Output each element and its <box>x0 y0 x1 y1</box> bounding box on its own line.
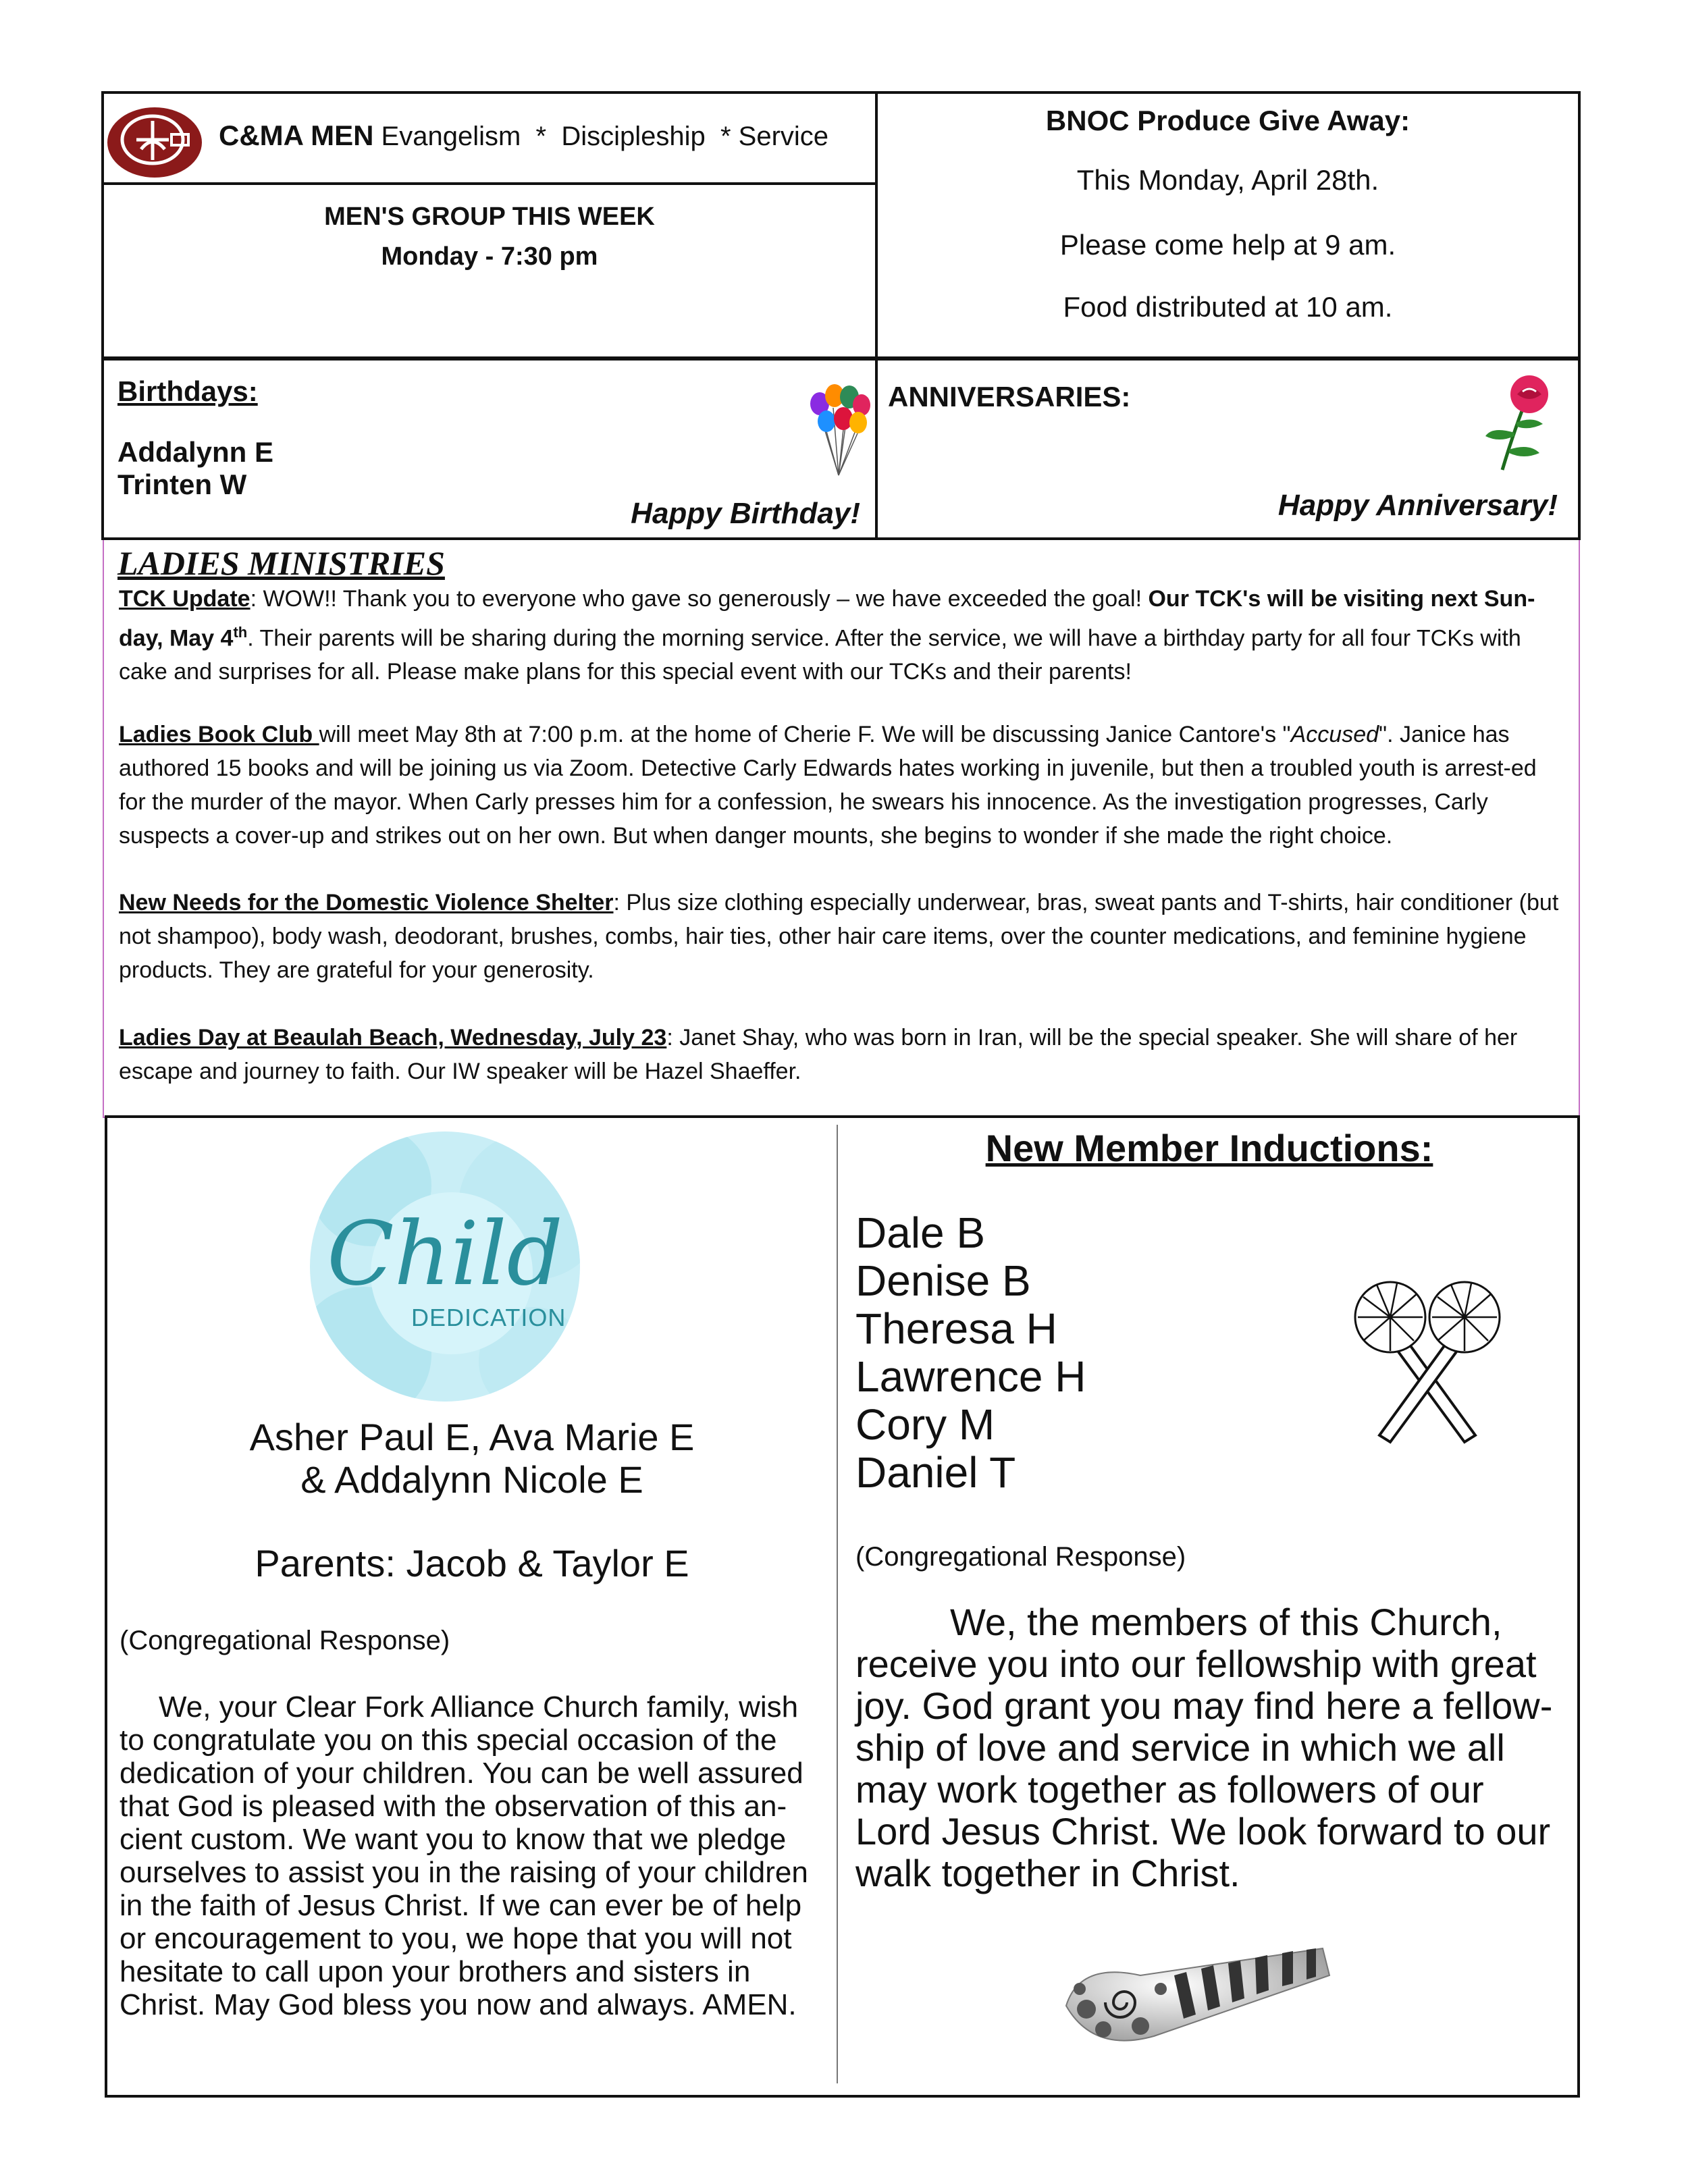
dedication-line: Christ. May God bless you now and always. AMEN. <box>120 1988 797 2021</box>
member-name: Cory M <box>855 1400 995 1449</box>
inductions-line: ship of love and service in which we all <box>855 1726 1505 1769</box>
balloons-icon <box>806 381 874 482</box>
bottom-box <box>105 1115 1580 2098</box>
happy-birthday-text: Happy Birthday! <box>631 497 860 530</box>
tck-text-2: . Their parents will be sharing during the morning service. After the service, we will have a birthday party for all four TCKs with cake and surprises for all. Please make plans for this special event with our TCKs and their parents! <box>119 625 1521 685</box>
inductions-title: New Member Inductions: <box>985 1127 1433 1169</box>
dedication-line: in the faith of Jesus Christ. If we can ever be of help <box>120 1889 802 1922</box>
mens-group-box <box>101 182 878 359</box>
party-horn-icon <box>1039 1935 1336 2056</box>
dedication-line: hesitate to call upon your brothers and sisters in <box>120 1955 751 1988</box>
birthdays-box <box>101 358 878 540</box>
birthday-name: Addalynn E <box>117 436 274 468</box>
anniversaries-box <box>875 358 1581 540</box>
birthdays-heading: Birthdays: <box>117 375 258 407</box>
men-tagline: Evangelism * Discipleship * Service <box>381 122 829 151</box>
tck-update-paragraph <box>119 582 1564 689</box>
children-line-1: Asher Paul E, Ava Marie E <box>249 1416 695 1458</box>
parents-line: Parents: Jacob & Taylor E <box>255 1542 689 1584</box>
men-org: C&MA MEN <box>219 119 374 151</box>
mens-group-heading: MEN'S GROUP THIS WEEK <box>324 203 655 231</box>
beach-paragraph <box>119 1021 1564 1088</box>
inductions-response-text <box>855 1601 1578 1894</box>
beach-text: : Janet Shay, who was born in Iran, will be the special speaker. She will share of her escape and journey to faith. Our IW speaker will be Hazel Shaeffer. <box>119 1025 1518 1084</box>
tck-update-label: TCK Update <box>119 586 250 612</box>
bnoc-box <box>875 91 1581 359</box>
dedication-response-text <box>120 1690 835 2021</box>
member-name: Theresa H <box>855 1304 1057 1353</box>
book-text-1: will meet May 8th at 7:00 p.m. at the home of Cherie F. We will be discussing Janice Cantore's " <box>319 722 1291 747</box>
cma-logo-icon <box>104 101 205 182</box>
bnoc-line-1: This Monday, April 28th. <box>1076 164 1379 196</box>
child-dedication-badge <box>310 1131 580 1402</box>
badge-word: Child <box>327 1202 563 1305</box>
dedication-line: to congratulate you on this special occasion of the <box>120 1724 777 1757</box>
shelter-text: : Plus size clothing especially underwear, bras, sweat pants and T-shirts, hair conditioner (but not shampoo), body wash, deodorant, brushes, combs, hair ties, other hair care items, over the counter medications, and feminine hygiene products. They are grateful for your generosity. <box>119 890 1559 983</box>
dedication-line: that God is pleased with the observation of this an- <box>120 1790 787 1823</box>
tck-sup: th <box>233 624 248 641</box>
rose-icon <box>1475 369 1563 477</box>
dedication-line: or encouragement to you, we hope that you will not <box>120 1922 792 1955</box>
happy-anniversary-text: Happy Anniversary! <box>1277 489 1558 522</box>
book-text-2: ". Janice has authored 15 books and will be joining us via Zoom. Detective Carly Edwards hates working in juvenile, but then a troubled youth is arrest-ed for the murder of the mayor. When Carly presses him for a confession, he swears his innocence. As the investigation progresses, Carly suspects a cover-up and strikes out on her own. But when danger mounts, she begins to wonder if she made the right choice. <box>119 722 1537 849</box>
ladies-title: LADIES MINISTRIES <box>117 544 445 582</box>
member-name: Daniel T <box>855 1448 1016 1497</box>
inductions-line: walk together in Christ. <box>855 1852 1240 1894</box>
mens-group-time: Monday - 7:30 pm <box>381 242 598 271</box>
member-list <box>855 1209 1086 1497</box>
member-name: Lawrence H <box>855 1352 1086 1401</box>
inductions-line: may work together as followers of our <box>855 1768 1484 1811</box>
inductions-line: receive you into our fellowship with great <box>855 1643 1537 1685</box>
bnoc-line-3: Food distributed at 10 am. <box>1063 291 1393 323</box>
dedication-line: We, your Clear Fork Alliance Church family, wish <box>159 1690 799 1724</box>
inductions-response-label: (Congregational Response) <box>855 1542 1186 1572</box>
column-divider <box>837 1125 838 2083</box>
beach-label: Ladies Day at Beaulah Beach, Wednesday, July 23 <box>119 1025 667 1050</box>
member-name: Denise B <box>855 1256 1031 1305</box>
book-club-paragraph <box>119 718 1564 853</box>
bnoc-title: BNOC Produce Give Away: <box>1045 105 1410 136</box>
dedication-response-label: (Congregational Response) <box>120 1626 450 1655</box>
bnoc-line-2: Please come help at 9 am. <box>1059 229 1396 261</box>
men-header-box <box>101 91 878 186</box>
member-name: Dale B <box>855 1208 986 1257</box>
inductions-line: joy. God grant you may find here a fellow- <box>855 1684 1553 1727</box>
children-line-2: & Addalynn Nicole E <box>300 1458 643 1501</box>
tck-text-1: : WOW!! Thank you to everyone who gave so generously – we have exceeded the goal! <box>250 586 1149 612</box>
anniversaries-heading: ANNIVERSARIES: <box>888 381 1131 412</box>
ladies-ministries-box <box>103 540 1580 1118</box>
book-club-label: Ladies Book Club <box>119 722 319 747</box>
dedication-line: ourselves to assist you in the raising of your children <box>120 1856 808 1889</box>
inductions-line: We, the members of this Church, <box>950 1601 1502 1643</box>
dedication-line: cient custom. We want you to know that we pledge <box>120 1823 787 1856</box>
book-title: Accused <box>1290 722 1379 747</box>
shelter-label: New Needs for the Domestic Violence Shelter <box>119 890 614 915</box>
birthday-name: Trinten W <box>117 469 247 500</box>
tck-bold: Our TCK's will be visiting next Sun-day, May 4 <box>119 586 1535 651</box>
inductions-line: Lord Jesus Christ. We look forward to our <box>855 1810 1551 1853</box>
shelter-paragraph <box>119 886 1564 987</box>
badge-sub: DEDICATION <box>411 1304 566 1331</box>
dedication-line: dedication of your children. You can be well assured <box>120 1757 803 1790</box>
men-title <box>219 119 828 152</box>
pom-poms-icon <box>1343 1270 1512 1452</box>
